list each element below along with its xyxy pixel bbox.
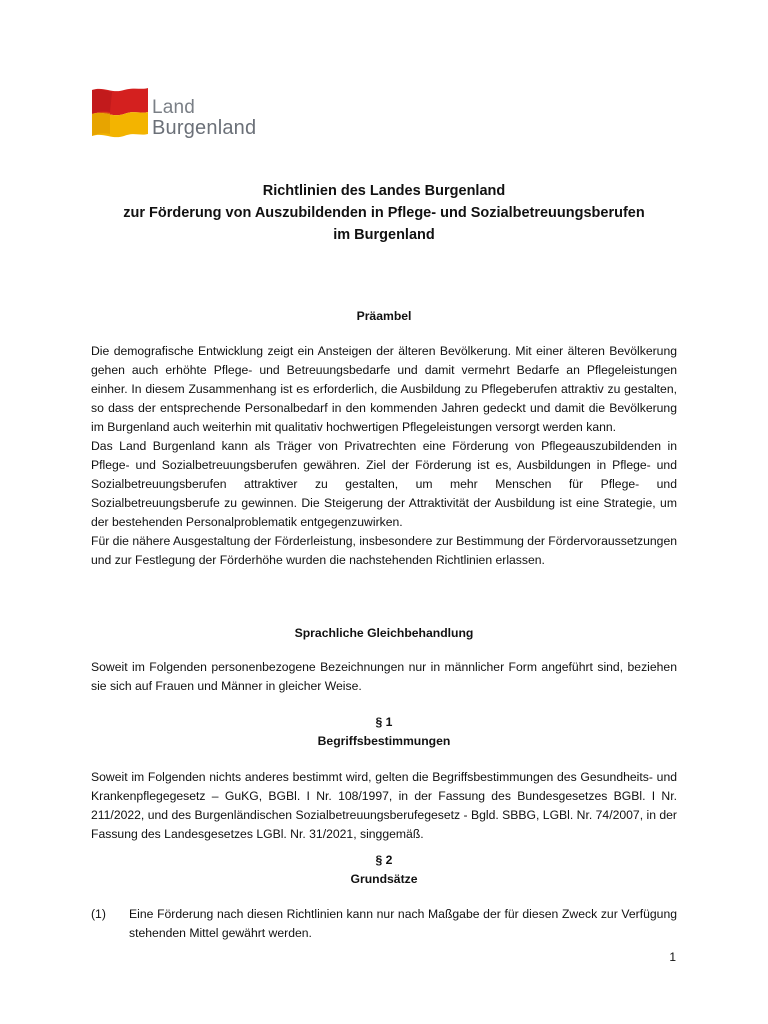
title-line-2: zur Förderung von Auszubildenden in Pflege- und Sozialbetreuungsberufen <box>123 205 645 221</box>
preamble-body <box>91 342 677 570</box>
preamble-paragraph-3: Für die nähere Ausgestaltung der Förderleistung, insbesondere zur Bestimmung der Fördervoraussetzungen und zur Festlegung der Förderhöhe wurden die nachstehenden Richtlinien erlassen. <box>91 534 678 567</box>
preamble-paragraph-1: Die demografische Entwicklung zeigt ein Ansteigen der älteren Bevölkerung. Mit einer älteren Bevölkerung gehen auch erhöhte Pflege- und Betreuungsbedarfe und damit vermehrt Bedarfe an Pflegeleistungen einher. In diesem Zusammenhang ist es erforderlich, die Ausbildung zu Pflegeberufen attraktiv zu gestalten, so dass der entsprechende Personalbedarf in den kommenden Jahren gedeckt und damit die Bevölkerung im Burgenland auch weiterhin mit qualitativ hochwertigen Pflegeleistungen versorgt werden kann. <box>91 344 677 434</box>
document-title <box>60 180 708 246</box>
title-line-1: Richtlinien des Landes Burgenland <box>262 183 506 199</box>
section-1-title: Begriffsbestimmungen <box>317 734 451 748</box>
preamble-paragraph-2: Das Land Burgenland kann als Träger von Privatrechten eine Förderung von Pflegeauszubildenden in Pflege- und Sozialbetreuungsberufen gewähren. Ziel der Förderung ist es, Ausbildungen in Pflege- und Sozialbetreuungsberufen attraktiver zu gestalten, um mehr Menschen für Pflege- und Sozialbetreuungsberufe zu gewinnen. Die Steigerung der Attraktivität der Ausbildung ist eine Strategie, um der bestehenden Personalproblematik entgegenzuwirken. <box>91 439 677 529</box>
page-number: 1 <box>669 950 676 964</box>
land-burgenland-logo <box>90 84 270 148</box>
section-1-paragraph: Soweit im Folgenden nichts anderes bestimmt wird, gelten die Begriffsbestimmungen des Gesundheits- und Krankenpflegegesetz – GuKG, BGBl. I Nr. 108/1997, in der Fassung des Bundesgesetzes BGBl. I Nr. 211/2022, und des Burgenländischen Sozialbetreuungsberufegesetz - Bgld. SBBG, LGBl. Nr. 74/2007, in der Fassung des Landesgesetzes LGBl. Nr. 31/2021, singgemäß. <box>91 770 677 841</box>
item-text: Eine Förderung nach diesen Richtlinien kann nur nach Maßgabe der für diesen Zweck zur Verfügung stehenden Mittel gewährt werden. <box>129 907 677 940</box>
logo-text-land: Land <box>152 97 196 118</box>
preamble-heading: Präambel <box>356 309 412 323</box>
logo-text-burgenland: Burgenland <box>152 117 257 139</box>
section-2-item-1 <box>91 905 677 943</box>
section-1-number: § 1 <box>375 715 393 729</box>
section-2-number: § 2 <box>375 853 393 867</box>
section-1-heading <box>91 713 677 751</box>
section-2-heading <box>91 851 677 889</box>
item-number: (1) <box>91 907 106 921</box>
title-line-3: im Burgenland <box>333 227 435 243</box>
equality-paragraph: Soweit im Folgenden personenbezogene Bezeichnungen nur in männlicher Form angeführt sind, beziehen sie sich auf Frauen und Männer in gleicher Weise. <box>91 660 677 693</box>
equality-heading: Sprachliche Gleichbehandlung <box>294 626 474 640</box>
section-2-title: Grundsätze <box>350 872 418 886</box>
flag-logo-icon <box>90 86 150 138</box>
